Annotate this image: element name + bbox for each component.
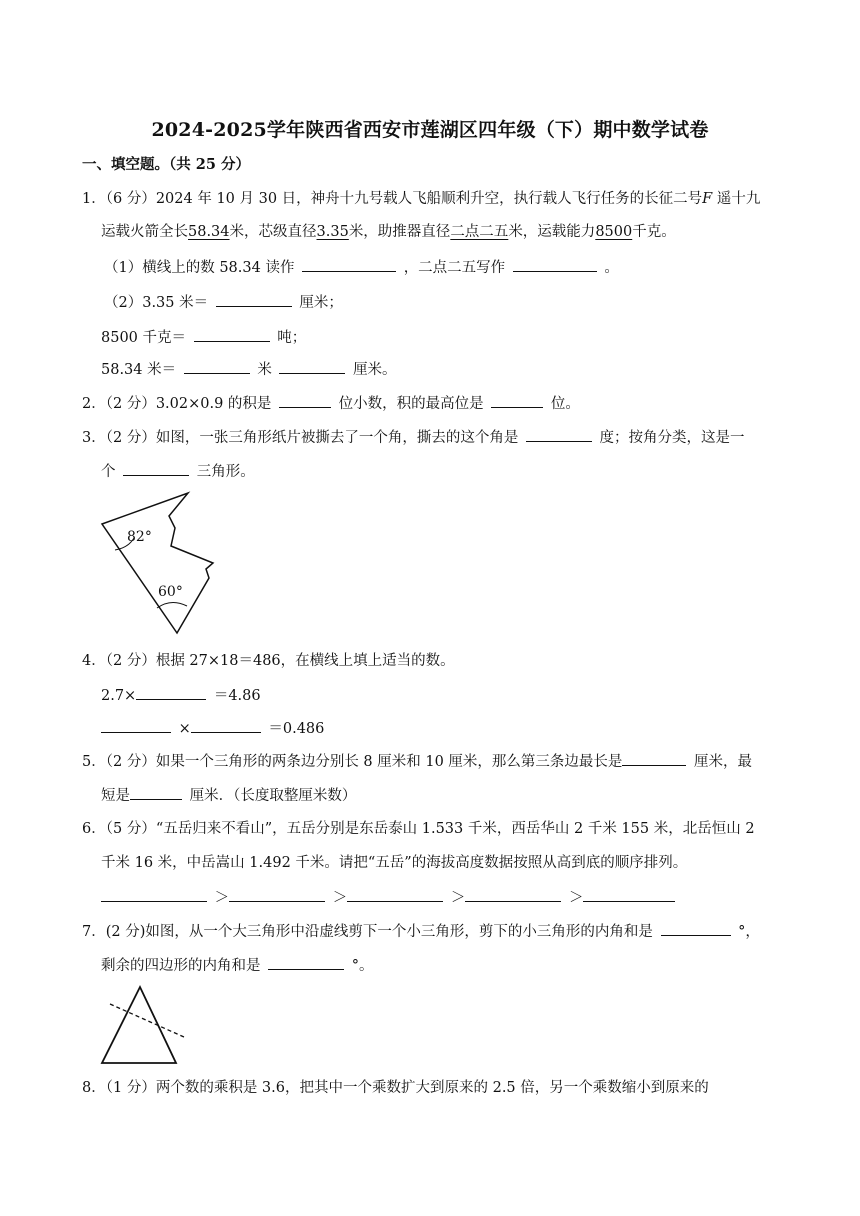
italic-letter: F (702, 191, 713, 207)
question-text: （6 分）2024 年 10 月 30 日，神舟十九号载人飞船顺利升空，执行载人飞行任务的长征二号 (105, 191, 703, 207)
answer-blank[interactable] (136, 685, 206, 700)
question-8-line-1 (82, 1078, 709, 1098)
question-1-sub-3 (101, 327, 306, 348)
question-text: 厘米．（长度取整厘米数） (189, 788, 357, 804)
question-text: °， (738, 924, 760, 940)
answer-blank[interactable] (347, 887, 443, 902)
question-text: 剩余的四边形的内角和是 (101, 958, 261, 974)
question-text: (2 分)如图，从一个大三角形中沿虚线剪下一个小三角形，剪下的小三角形的内角和是 (105, 924, 653, 940)
answer-blank[interactable] (191, 718, 261, 733)
question-5-line-2 (101, 785, 356, 806)
answer-blank[interactable] (491, 393, 543, 408)
question-4 (82, 651, 455, 671)
question-text: 米，运载能力 (508, 224, 596, 240)
answer-blank[interactable] (101, 718, 171, 733)
question-6-line-1 (82, 819, 755, 839)
equation-text: ＝4.86 (213, 688, 261, 704)
underlined-core: 3.35 (316, 224, 349, 240)
page-title: 2024-2025学年陕西省西安市莲湖区四年级（下）期中数学试卷 (151, 119, 709, 141)
question-text: 米 (257, 362, 272, 378)
question-text: （1）横线上的数 58.34 读作 (104, 260, 295, 276)
bottom-angle-arc (157, 602, 187, 608)
question-number: 5． (82, 754, 106, 770)
answer-blank[interactable] (268, 955, 344, 970)
answer-blank[interactable] (229, 887, 325, 902)
answer-blank[interactable] (184, 359, 250, 374)
answer-blank[interactable] (194, 327, 270, 342)
question-text: 位。 (550, 396, 580, 412)
answer-blank[interactable] (279, 359, 345, 374)
angle-label-60: 60° (158, 584, 183, 600)
greater-than-sign: ＞ (214, 890, 230, 906)
question-text: （2 分）根据 27×18＝486，在横线上填上适当的数。 (105, 653, 455, 669)
question-number: 2． (82, 396, 106, 412)
question-text: 三角形。 (196, 464, 255, 480)
question-text: 位小数，积的最高位是 (338, 396, 484, 412)
question-1-line-2 (101, 222, 676, 242)
question-number: 1． (82, 191, 106, 207)
torn-triangle-figure (95, 488, 220, 638)
answer-blank[interactable] (465, 887, 561, 902)
question-text: （2 分）如图，一张三角形纸片被撕去了一个角，撕去的这个角是 (105, 430, 519, 446)
question-number: 7． (82, 924, 106, 940)
answer-blank[interactable] (101, 887, 207, 902)
question-text: 遥十九 (716, 191, 761, 207)
question-3-line-2 (101, 461, 255, 482)
question-text: 58.34 米＝ (101, 362, 177, 378)
equation-text: ＝0.486 (268, 721, 325, 737)
question-text: 运载火箭全长 (101, 224, 188, 240)
question-text: 米，助推器直径 (348, 224, 451, 240)
angle-label-82: 82° (127, 529, 152, 545)
question-text: 个 (101, 464, 116, 480)
question-text: ，二点二五写作 (403, 260, 506, 276)
answer-blank[interactable] (216, 292, 292, 307)
section-heading: 一、填空题。（共 25 分） (82, 156, 251, 173)
big-triangle (102, 987, 176, 1063)
question-7-line-1 (82, 921, 760, 942)
question-text: 厘米； (299, 295, 343, 311)
question-text: 米，芯级直径 (229, 224, 317, 240)
question-number: 4． (82, 653, 106, 669)
question-text: 厘米，最 (694, 754, 753, 770)
question-3-line-1 (82, 427, 745, 448)
question-2 (82, 393, 580, 414)
answer-blank[interactable] (622, 751, 686, 766)
question-text: °。 (351, 958, 374, 974)
answer-blank[interactable] (130, 785, 182, 800)
underlined-booster: 二点二五 (450, 224, 509, 240)
torn-triangle-shape (102, 493, 213, 633)
question-text: 千克。 (632, 224, 676, 240)
question-1-sub-4 (101, 359, 397, 380)
question-7-line-2 (101, 955, 373, 976)
greater-than-sign: ＞ (450, 890, 466, 906)
answer-blank[interactable] (279, 393, 331, 408)
question-text: （2）3.35 米＝ (104, 295, 209, 311)
greater-than-sign: ＞ (332, 890, 348, 906)
answer-blank[interactable] (583, 887, 675, 902)
question-1-sub-2 (104, 292, 343, 313)
question-4-equation-1 (101, 685, 261, 706)
question-number: 3． (82, 430, 106, 446)
answer-blank[interactable] (661, 921, 731, 936)
question-text: （1 分）两个数的乘积是 3.6，把其中一个乘数扩大到原来的 2.5 倍，另一个乘数缩小到原来的 (105, 1080, 709, 1096)
question-text: 厘米。 (353, 362, 397, 378)
question-text: 。 (604, 260, 619, 276)
equation-text: 2.7× (101, 688, 137, 704)
question-text: （2 分）3.02×0.9 的积是 (105, 396, 272, 412)
question-number: 8． (82, 1080, 106, 1096)
question-5-line-1 (82, 751, 752, 772)
question-6-ordering-blanks (101, 887, 678, 908)
greater-than-sign: ＞ (568, 890, 584, 906)
question-4-equation-2 (101, 718, 324, 739)
question-1-sub-1 (104, 257, 619, 278)
question-text: 8500 千克＝ (101, 330, 187, 346)
cut-triangle-figure (98, 983, 188, 1068)
answer-blank[interactable] (302, 257, 396, 272)
equation-text: × (178, 721, 191, 737)
question-text: 千米 16 米，中岳嵩山 1.492 千米。请把“五岳”的海拔高度数据按照从高到底的顺序排列。 (101, 855, 688, 871)
question-text: （2 分）如果一个三角形的两条边分别长 8 厘米和 10 厘米，那么第三条边最长是 (105, 754, 623, 770)
underlined-capacity: 8500 (595, 224, 633, 240)
answer-blank[interactable] (123, 461, 189, 476)
dashed-cut-line (110, 1004, 184, 1037)
question-1-line-1 (82, 189, 760, 209)
question-text: 短是 (101, 788, 130, 804)
question-text: （5 分）“五岳归来不看山”，五岳分别是东岳泰山 1.533 千米，西岳华山 2 千米 155 米，北岳恒山 2 (105, 821, 755, 837)
question-text: 度；按角分类，这是一 (599, 430, 745, 446)
underlined-length: 58.34 (188, 224, 230, 240)
question-number: 6． (82, 821, 106, 837)
answer-blank[interactable] (513, 257, 597, 272)
question-text: 吨； (277, 330, 307, 346)
answer-blank[interactable] (526, 427, 592, 442)
question-6-line-2 (101, 853, 687, 873)
